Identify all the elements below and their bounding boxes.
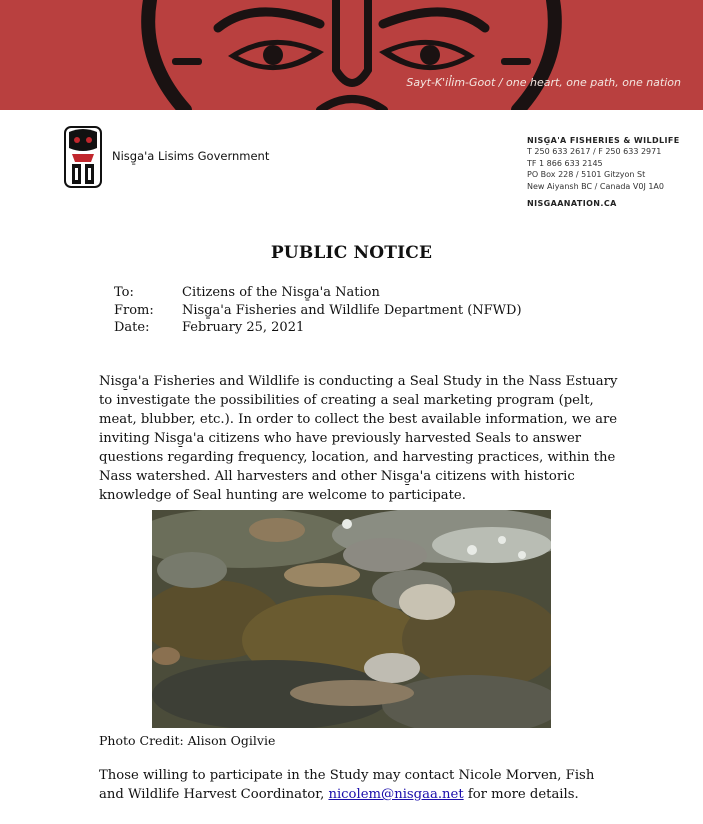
- email-link[interactable]: nicolem@nisgaa.net: [328, 787, 464, 802]
- seal-photo: [152, 510, 551, 728]
- memo-row-to: [114, 284, 522, 302]
- notice-title: PUBLIC NOTICE: [270, 243, 433, 263]
- memo-label: From:: [114, 302, 154, 318]
- memo-value: Nisg̱a'a Fisheries and Wildlife Department (NFWD): [182, 302, 522, 318]
- government-name: Nisg̱a'a Lisims Government: [112, 149, 270, 163]
- contact-block: [527, 135, 680, 209]
- memo-value: Citizens of the Nisg̱a'a Nation: [182, 285, 380, 300]
- contact-line: PO Box 228 / 5101 Gitzyon St: [527, 170, 646, 180]
- closing-paragraph: [99, 766, 619, 804]
- nation-crest-logo: [64, 126, 102, 188]
- memo-label: Date:: [114, 320, 150, 335]
- department-name: NISG̱A'A FISHERIES & WILDLIFE: [527, 136, 680, 145]
- contact-line: T 250 633 2617 / F 250 633 2971: [527, 147, 662, 157]
- memo-row-date: [114, 319, 522, 337]
- closing-text: Those willing to participate in the Study may contact Nicole Morven, Fish and Wildlife Harvest Coordinator,: [99, 768, 595, 802]
- notice-body: Nisg̱a'a Fisheries and Wildlife is conducting a Seal Study in the Nass Estuary to investigate the possibilities of creating a seal marketing program (pelt, meat, blubber, etc.). In order to collect the best available information, we are inviting Nisg̱a'a citizens who have previously harvested Seals to answer questions regarding frequency, location, and harvesting practices, within the Nass watershed. All harvesters and other Nisg̱a'a citizens with historic knowledge of Seal hunting are welcome to participate.: [99, 374, 618, 503]
- memo-label: To:: [114, 285, 134, 300]
- memo-row-from: [114, 302, 522, 320]
- memo-value: February 25, 2021: [182, 320, 305, 335]
- tagline: Sayt-K'il̓im-Goot / one heart, one path, one nation: [406, 76, 681, 89]
- formline-face-art: [0, 0, 703, 110]
- memo-header: [114, 284, 522, 337]
- photo-credit: Photo Credit: Alison Ogilvie: [99, 733, 276, 748]
- header-banner: [0, 0, 703, 110]
- closing-text-end: for more details.: [463, 787, 579, 802]
- website: NISGAANATION.CA: [527, 199, 617, 209]
- contact-line: New Aiyansh BC / Canada V0J 1A0: [527, 181, 664, 191]
- contact-line: TF 1 866 633 2145: [527, 158, 603, 168]
